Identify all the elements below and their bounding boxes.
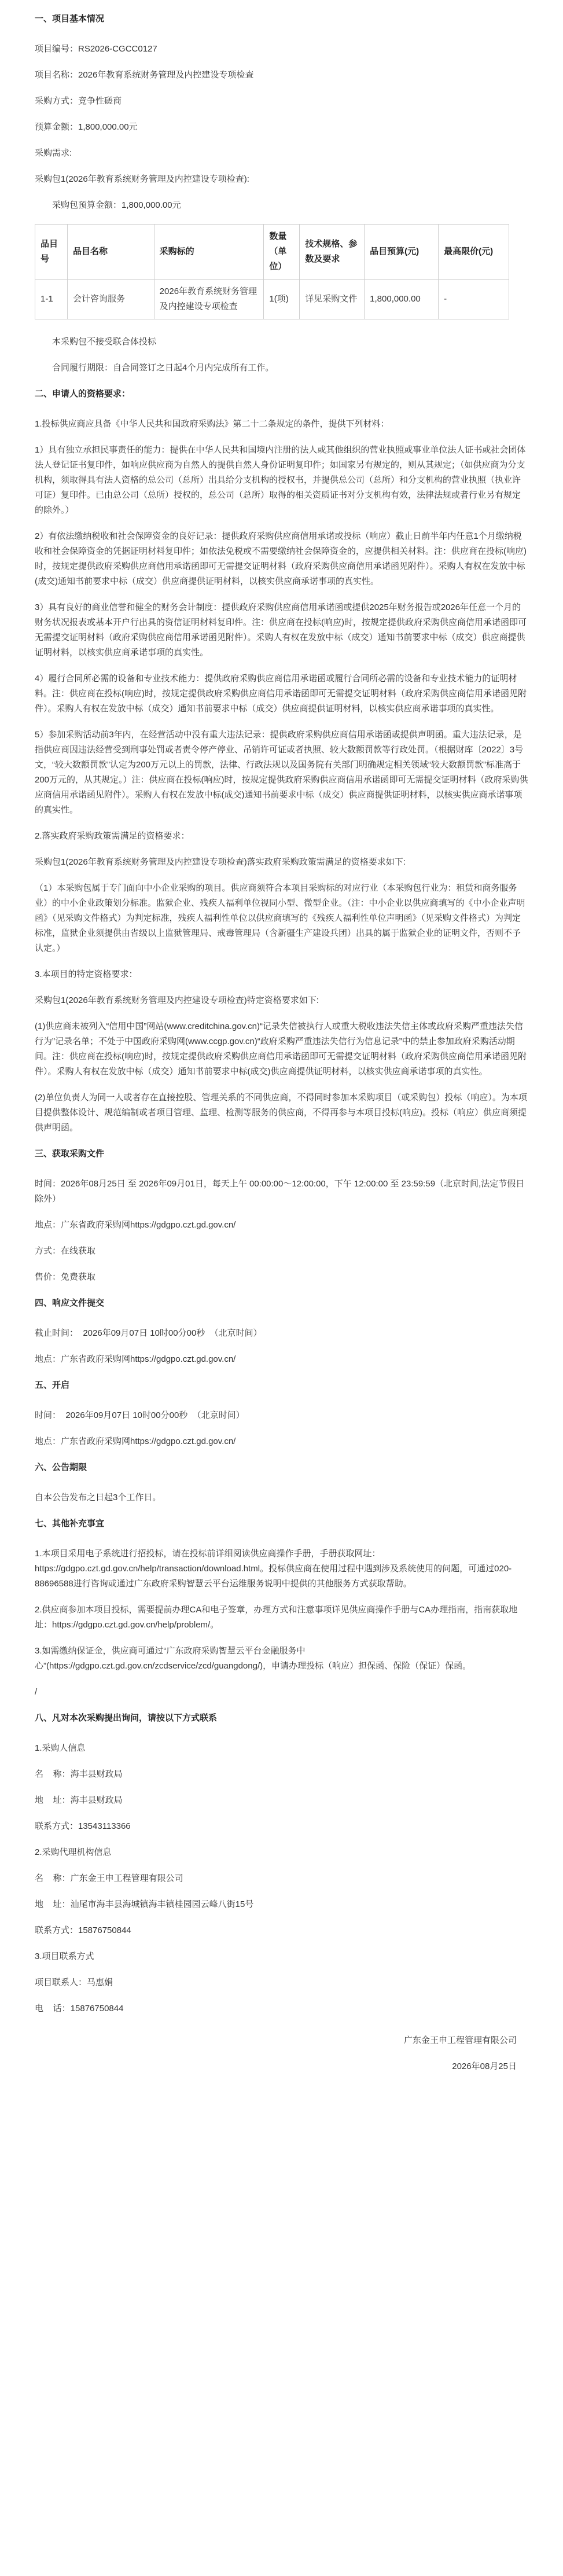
project-code: 项目编号：RS2026-CGCC0127 xyxy=(35,44,157,54)
package-title: 采购包1(2026年教育系统财务管理及内控建设专项检查): xyxy=(35,174,249,184)
contact-person: 项目联系人：马惠娟 xyxy=(35,1978,113,1987)
section-1-heading: 一、项目基本情况 xyxy=(35,14,105,24)
table-header: 最高限价(元) xyxy=(439,225,509,280)
table-cell: 1,800,000.00 xyxy=(365,280,439,319)
section-3-heading: 三、获取采购文件 xyxy=(35,1149,105,1159)
table-cell: 会计咨询服务 xyxy=(67,280,154,319)
qualification-paragraph: (1)供应商未被列入“信用中国”网站(www.creditchina.gov.cn)“记录失信被执行人或重大税收违法失信主体或政府采购严重违法失信行为”记录名单；不处于中国政府采购网(www.ccgp.gov.cn)“政府采购严重违法失信行为信息记录”中的禁止参加政府采购活动期间。注：供应商在投标(响应)时，按规定提供政府采购供应商信用承诺函即可无需提交证明材料（政府采购供应商信用承诺函见附件）。采购人有权在发放中标（成交）通知书前要求中标(成交)供应商提供证明材料，以核实供应商承诺事项的真实性。 xyxy=(35,1021,527,1076)
contact-phone: 电 话：15876750844 xyxy=(35,2004,124,2013)
submit-location: 地点：广东省政府采购网https://gdgpo.czt.gd.gov.cn/ xyxy=(35,1354,236,1364)
buyer-phone: 联系方式：13543113366 xyxy=(35,1821,131,1831)
qualification-paragraph: 1）具有独立承担民事责任的能力：提供在中华人民共和国境内注册的法人或其他组织的营业执照或事业单位法人证书或社会团体法人登记证书复印件，如响应供应商为自然人的提供自然人身份证明复印件；如国家另有规定的，则从其规定；（如供应商为分支机构，须取得具有法人资格的总公司（总所）出具给分支机构的授权书，并提供总公司（总所）和分支机构的营业执照（执业许可证）复印件。已由总公司（总所）授权的，总公司（总所）取得的相关资质证书对分支机构有效，法律法规或者行业另有规定的除外。） xyxy=(35,445,526,515)
submit-deadline: 截止时间： 2026年09月07日 10时00分00秒 （北京时间） xyxy=(35,1328,262,1338)
footer-organization: 广东金王申工程管理有限公司 xyxy=(403,2035,517,2045)
demand-label: 采购需求: xyxy=(35,148,72,158)
qualification-paragraph: 3）具有良好的商业信誉和健全的财务会计制度：提供政府采购供应商信用承诺函或提供2025年财务报告或2026年任意一个月的财务状况报表或基本开户行出具的资信证明材料复印件。注：供应商在投标(响应)时，按规定提供政府采购供应商信用承诺函即可无需提交证明材料（政府采购供应商信用承诺函见附件）。采购人有权在发放中标（成交）通知书前要求中标（成交）供应商提供证明材料，以核实供应商承诺事项的真实性。 xyxy=(35,602,527,657)
table-cell: 1-1 xyxy=(35,280,68,319)
table-header: 品目名称 xyxy=(67,225,154,280)
table-header: 技术规格、参数及要求 xyxy=(300,225,365,280)
qualification-paragraph: 采购包1(2026年教育系统财务管理及内控建设专项检查)特定资格要求如下: xyxy=(35,995,319,1005)
project-name: 项目名称：2026年教育系统财务管理及内控建设专项检查 xyxy=(35,70,254,80)
qualification-paragraph: 采购包1(2026年教育系统财务管理及内控建设专项检查)落实政府采购政策需满足的资格要求如下: xyxy=(35,857,406,867)
contract-period: 合同履行期限：自合同签订之日起4个月内完成所有工作。 xyxy=(52,363,274,373)
table-row xyxy=(35,280,509,319)
buyer-name: 名 称：海丰县财政局 xyxy=(35,1769,123,1779)
supplement-paragraph: 1.本项目采用电子系统进行招投标，请在投标前详细阅读供应商操作手册，手册获取网址：https://gdgpo.czt.gd.gov.cn/help/transaction/download.html。投标供应商在使用过程中遇到涉及系统使用的问题，可通过020-88696588进行咨询或通过广东政府采购智慧云平台运维服务说明中提供的其他服务方式获取帮助。 xyxy=(35,1549,512,1589)
items-table xyxy=(35,224,509,319)
supplement-paragraph: 2.供应商参加本项目投标，需要提前办理CA和电子签章，办理方式和注意事项详见供应商操作手册与CA办理指南，指南获取地址：https://gdgpo.czt.gd.gov.cn/help/problem/。 xyxy=(35,1605,518,1630)
opening-location: 地点：广东省政府采购网https://gdgpo.czt.gd.gov.cn/ xyxy=(35,1436,236,1446)
table-header: 数量（单位） xyxy=(264,225,300,280)
obtain-location: 地点：广东省政府采购网https://gdgpo.czt.gd.gov.cn/ xyxy=(35,1220,236,1230)
footer-date: 2026年08月25日 xyxy=(452,2061,517,2071)
qualification-paragraph: 4）履行合同所必需的设备和专业技术能力：提供政府采购供应商信用承诺函或履行合同所必需的设备和专业技术能力的证明材料。注：供应商在投标(响应)时，按规定提供政府采购供应商信用承诺函即可无需提交证明材料（政府采购供应商信用承诺函见附件）。采购人有权在发放中标（成交）通知书前要求中标（成交）供应商提供证明材料，以核实供应商承诺事项的真实性。 xyxy=(35,674,527,714)
obtain-price: 售价：免费获取 xyxy=(35,1272,96,1282)
table-header: 采购标的 xyxy=(154,225,264,280)
slash-mark: / xyxy=(35,1687,38,1697)
budget-amount: 预算金额：1,800,000.00元 xyxy=(35,122,138,132)
opening-time: 时间： 2026年09月07日 10时00分00秒 （北京时间） xyxy=(35,1410,245,1420)
qualification-paragraph: (2)单位负责人为同一人或者存在直接控股、管理关系的不同供应商，不得同时参加本采购项目（或采购包）投标（响应）。为本项目提供整体设计、规范编制或者项目管理、监理、检测等服务的供应商，不得再参与本项目投标(响应)。投标（响应）供应商须提供声明函。 xyxy=(35,1093,527,1133)
obtain-way: 方式：在线获取 xyxy=(35,1246,96,1256)
obtain-time: 时间：2026年08月25日 至 2026年09月01日，每天上午 00:00:00～12:00:00，下午 12:00:00 至 23:59:59（北京时间,法定节假日除外） xyxy=(35,1179,525,1204)
table-header: 品目号 xyxy=(35,225,68,280)
package-budget: 采购包预算金额：1,800,000.00元 xyxy=(52,200,181,210)
qualification-paragraph: 2.落实政府采购政策需满足的资格要求： xyxy=(35,831,190,841)
table-header: 品目预算(元) xyxy=(365,225,439,280)
qualification-paragraph: 5）参加采购活动前3年内，在经营活动中没有重大违法记录：提供政府采购供应商信用承诺函或提供声明函。重大违法记录，是指供应商因违法经营受到刑事处罚或者责令停产停业、吊销许可证或者执照、较大数额罚款等行政处罚。（根据财库〔2022〕3号文，“较大数额罚款”认定为200万元以上的罚款，法律、行政法规以及国务院有关部门明确规定相关领域“较大数额罚款”标准高于200万元的，从其规定。）注：供应商在投标(响应)时，按规定提供政府采购供应商信用承诺函即可无需提交证明材料（政府采购供应商信用承诺函见附件）。采购人有权在发放中标(成交)通知书前要求中标（成交）供应商提供证明材料，以核实供应商承诺事项的真实性。 xyxy=(35,730,528,815)
announcement-period: 自本公告发布之日起3个工作日。 xyxy=(35,1493,161,1502)
agency-name: 名 称：广东金王申工程管理有限公司 xyxy=(35,1873,183,1883)
section-4-heading: 四、响应文件提交 xyxy=(35,1298,105,1308)
agency-title: 2.采购代理机构信息 xyxy=(35,1847,112,1857)
section-7-heading: 七、其他补充事宜 xyxy=(35,1519,105,1528)
buyer-address: 地 址：海丰县财政局 xyxy=(35,1795,123,1805)
table-header-row xyxy=(35,225,509,280)
qualification-paragraph: 2）有依法缴纳税收和社会保障资金的良好记录：提供政府采购供应商信用承诺或投标（响应）截止日前半年内任意1个月缴纳税收和社会保障资金的凭据证明材料复印件；如依法免税或不需要缴纳社会保障资金的，应提供相关材料。注：供应商在投标(响应)时，按规定提供政府采购供应商信用承诺函即可无需提交证明材料（政府采购供应商信用承诺函见附件）。采购人有权在发放中标(成交)通知书前要求中标（成交）供应商提供证明材料，以核实供应商承诺事项的真实性。 xyxy=(35,531,527,586)
section-5-heading: 五、开启 xyxy=(35,1380,70,1390)
joint-note: 本采购包不接受联合体投标 xyxy=(52,337,157,347)
agency-phone: 联系方式：15876750844 xyxy=(35,1925,131,1935)
section-8-heading: 八、凡对本次采购提出询问，请按以下方式联系 xyxy=(35,1713,218,1723)
qualification-paragraph: 3.本项目的特定资格要求： xyxy=(35,969,138,979)
supplement-paragraph: 3.如需缴纳保证金，供应商可通过“广东政府采购智慧云平台金融服务中心”(https://gdgpo.czt.gd.gov.cn/zcdservice/zcd/guangdong/)，申请办理投标（响应）担保函、保险（保证）保函。 xyxy=(35,1646,472,1671)
section-6-heading: 六、公告期限 xyxy=(35,1462,87,1472)
qualification-paragraph: 1.投标供应商应具备《中华人民共和国政府采购法》第二十二条规定的条件，提供下列材料： xyxy=(35,419,389,429)
agency-address: 地 址：汕尾市海丰县海城镇海丰镇桂园园云峰八街15号 xyxy=(35,1899,254,1909)
section-2-heading: 二、申请人的资格要求： xyxy=(35,389,131,399)
table-cell: 详见采购文件 xyxy=(300,280,365,319)
table-cell: 2026年教育系统财务管理及内控建设专项检查 xyxy=(154,280,264,319)
table-cell: - xyxy=(439,280,509,319)
table-cell: 1(项) xyxy=(264,280,300,319)
contact-title: 3.项目联系方式 xyxy=(35,1952,94,1961)
buyer-title: 1.采购人信息 xyxy=(35,1743,86,1753)
procurement-method: 采购方式：竞争性磋商 xyxy=(35,96,122,106)
qualification-paragraph: （1）本采购包属于专门面向中小企业采购的项目。供应商须符合本项目采购标的对应行业（本采购包行业为：租赁和商务服务业）的中小企业政策划分标准。监狱企业、残疾人福利单位视同小型、微型企业。（注：中小企业以供应商填写的《中小企业声明函》（见采购文件格式）为判定标准，残疾人福利性单位以供应商填写的《残疾人福利性单位声明函》（见采购文件格式）为判定标准，监狱企业须提供由省级以上监狱管理局、戒毒管理局（含新疆生产建设兵团）出具的属于监狱企业的证明文件，否则不予认定。） xyxy=(35,883,525,953)
